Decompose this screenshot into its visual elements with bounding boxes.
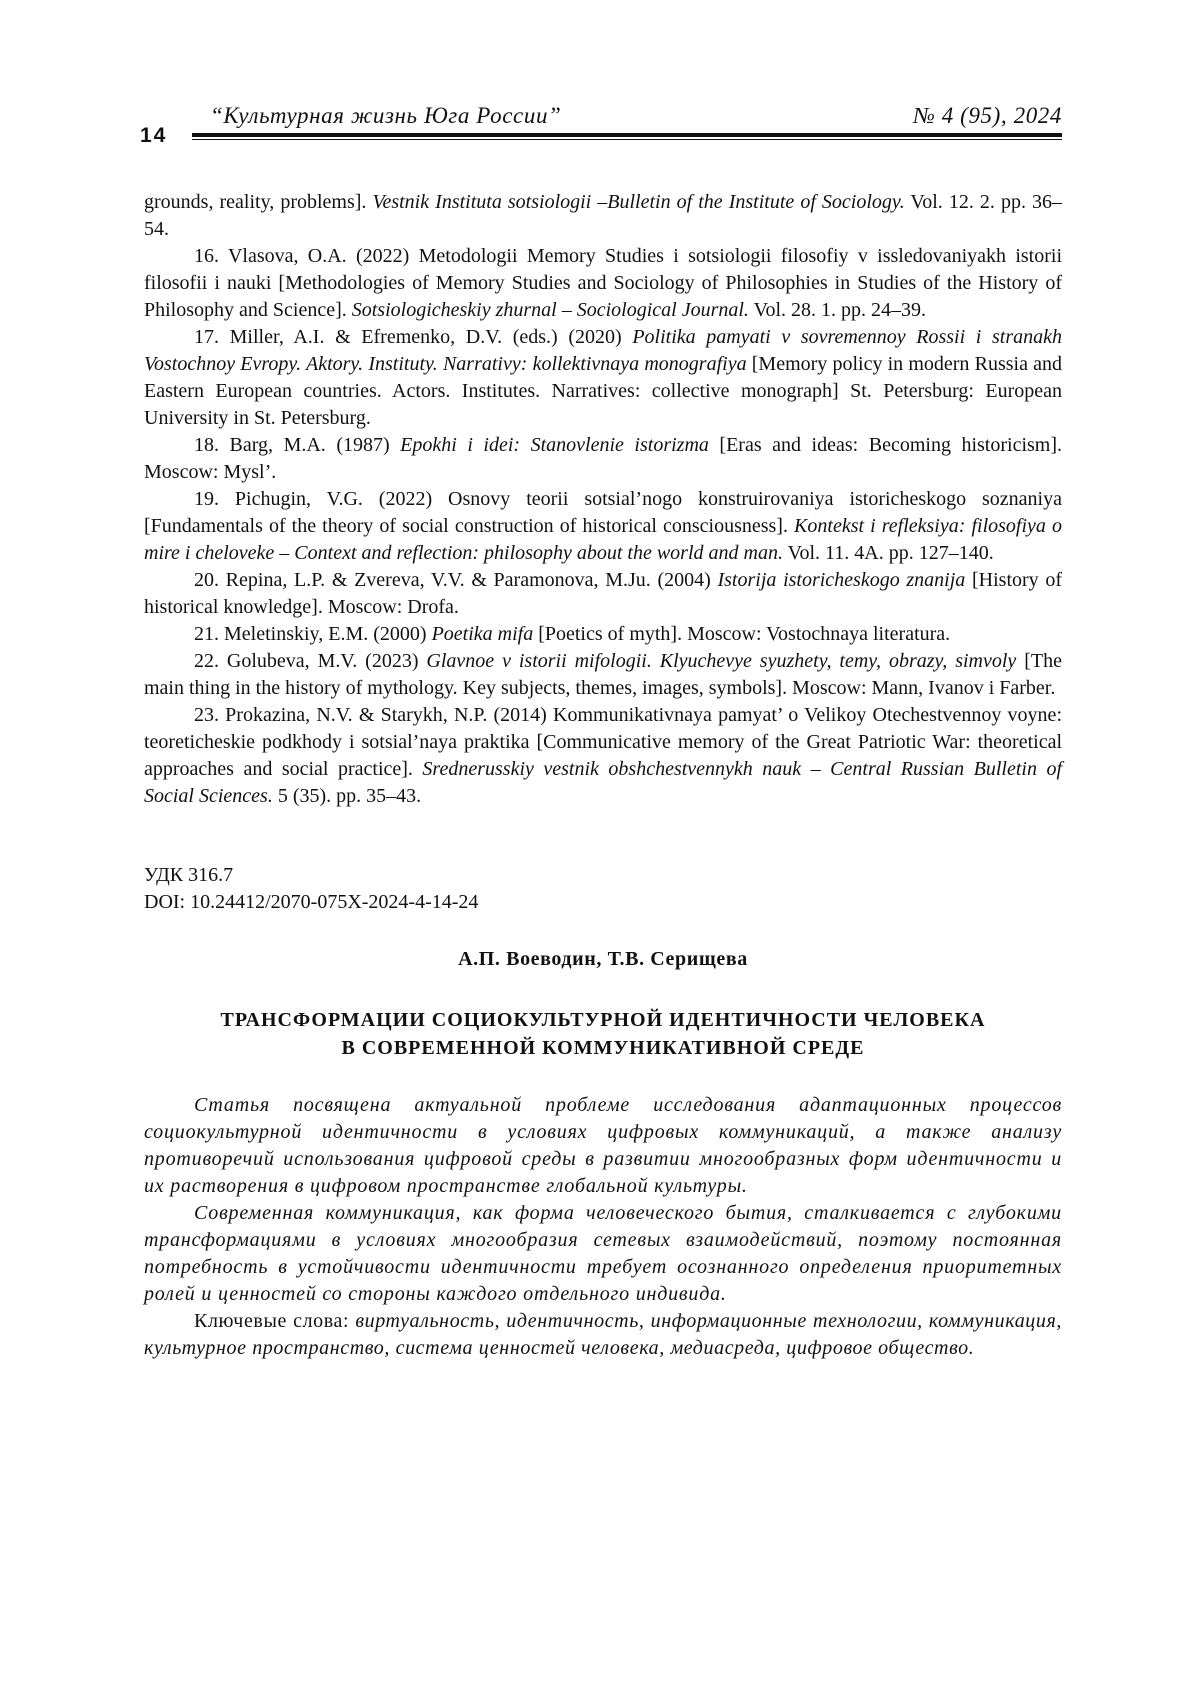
reference-15-continued (144, 189, 1062, 243)
ref-text: 23. Prokazina, N.V. & Starykh, N.P. (2014) Kommunikativnaya pamyat’ o Velikoy Otechestvennoy voyne: teoreticheskie podkhody i sotsial’naya praktika [Communicative memory of the Great Patriotic War: theoretical approaches and social practice]. (144, 704, 1062, 780)
reference-17 (144, 324, 1062, 432)
abstract-paragraph-2: Современная коммуникация, как форма человеческого бытия, сталкивается с глубокими трансформациями в условиях многообразия сетевых взаимодействий, поэтому постоянная потребность в устойчивости идентичности требует осознанного определения приоритетных ролей и ценностей со стороны каждого отдельного индивида. (144, 1200, 1062, 1308)
ref-text: 5 (35). pp. 35–43. (273, 785, 421, 807)
header-rule-thick (192, 133, 1062, 137)
keywords-values: виртуальность, идентичность, информационные технологии, коммуникация, культурное пространство, система ценностей человека, медиасреда, цифровое общество. (144, 1310, 1062, 1359)
ref-source: Kontekst i refleksiya: filosofiya o mire i cheloveke – Context and reflection: philosophy about the world and man. (144, 515, 1062, 564)
ref-text: 19. Pichugin, V.G. (2022) Osnovy teorii sotsial’nogo konstruirovaniya istoricheskogo soznaniya [Fundamentals of the theory of social construction of historical consciousness]. (144, 488, 1062, 537)
reference-16 (144, 243, 1062, 324)
ref-source: Sotsiologicheskiy zhurnal – Sociological Journal. (352, 299, 749, 321)
doi: DOI: 10.24412/2070-075X-2024-4-14-24 (144, 889, 1062, 916)
article-authors: А.П. Воеводин, Т.В. Серищева (144, 946, 1062, 973)
article-title-line-2: В СОВРЕМЕННОЙ КОММУНИКАТИВНОЙ СРЕДЕ (144, 1034, 1062, 1062)
page-number: 14 (140, 124, 167, 148)
ref-source: Srednerusskiy vestnik obshchestvennykh nauk – Central Russian Bulletin of Social Sciences. (144, 758, 1062, 807)
reference-22 (144, 648, 1062, 702)
reference-23 (144, 702, 1062, 810)
article-title (144, 1006, 1062, 1062)
ref-source: Poetika mifa (432, 623, 534, 645)
ref-source: Politika pamyati v sovremennoy Rossii i stranakh Vostochnoy Evropy. Aktory. Instituty. Narrativy: kollektivnaya monografiya (144, 326, 1062, 375)
journal-title: “Культурная жизнь Юга России” (210, 103, 561, 129)
ref-source: Glavnoe v istorii mifologii. Klyuchevye syuzhety, temy, obrazy, simvoly (426, 650, 1016, 672)
ref-text: 18. Barg, M.A. (1987) (194, 434, 400, 456)
ref-text: 16. Vlasova, O.A. (2022) Metodologii Memory Studies i sotsiologii filosofiy v issledovaniyakh istorii filosofii i nauki [Methodologies of Memory Studies and Sociology of Philosophies in Studies of the History of Philosophy and Science]. (144, 245, 1062, 321)
ref-source: Istorija istoricheskogo znanija (717, 569, 965, 591)
keywords-label: Ключевые слова: (194, 1310, 355, 1332)
ref-text: Vol. 28. 1. pp. 24–39. (749, 299, 926, 321)
ref-text: Vol. 11. 4A. pp. 127–140. (783, 542, 994, 564)
ref-text: [History of historical knowledge]. Moscow: Drofa. (144, 569, 1062, 618)
reference-19 (144, 486, 1062, 567)
keywords (144, 1308, 1062, 1362)
ref-text: grounds, reality, problems]. (144, 191, 372, 213)
header-rule-thin (192, 139, 1062, 140)
ref-text: 17. Miller, A.I. & Efremenko, D.V. (eds.) (2020) (194, 326, 632, 348)
ref-source: Vestnik Instituta sotsiologii –Bulletin of the Institute of Sociology. (372, 191, 904, 213)
ref-source: Epokhi i idei: Stanovlenie istorizma (400, 434, 709, 456)
ref-text: [Poetics of myth]. Moscow: Vostochnaya literatura. (533, 623, 950, 645)
reference-21 (144, 621, 1062, 648)
ref-text: [Eras and ideas: Becoming historicism]. Moscow: Mysl’. (144, 434, 1062, 483)
ref-text: 22. Golubeva, M.V. (2023) (194, 650, 426, 672)
page-body (144, 189, 1062, 1362)
ref-text: 20. Repina, L.P. & Zvereva, V.V. & Paramonova, M.Ju. (2004) (194, 569, 717, 591)
running-header (192, 103, 1062, 133)
ref-text: [Memory policy in modern Russia and Eastern European countries. Actors. Institutes. Narratives: collective monograph] St. Petersburg: European University in St. Petersburg. (144, 353, 1062, 429)
reference-18 (144, 432, 1062, 486)
abstract-paragraph-1: Статья посвящена актуальной проблеме исследования адаптационных процессов социокультурной идентичности в условиях цифровых коммуникаций, а также анализу противоречий использования цифровой среды в развитии многообразных форм идентичности и их растворения в цифровом пространстве глобальной культуры. (144, 1092, 1062, 1200)
issue-number: № 4 (95), 2024 (913, 103, 1062, 129)
udk-code: УДК 316.7 (144, 862, 1062, 889)
ref-text: 21. Meletinskiy, E.M. (2000) (194, 623, 432, 645)
reference-20 (144, 567, 1062, 621)
article-title-line-1: ТРАНСФОРМАЦИИ СОЦИОКУЛЬТУРНОЙ ИДЕНТИЧНОСТИ ЧЕЛОВЕКА (144, 1006, 1062, 1034)
ref-text: Vol. 12. 2. pp. 36–54. (144, 191, 1062, 240)
ref-text: [The main thing in the history of mythology. Key subjects, themes, images, symbols]. Moscow: Mann, Ivanov i Farber. (144, 650, 1062, 699)
